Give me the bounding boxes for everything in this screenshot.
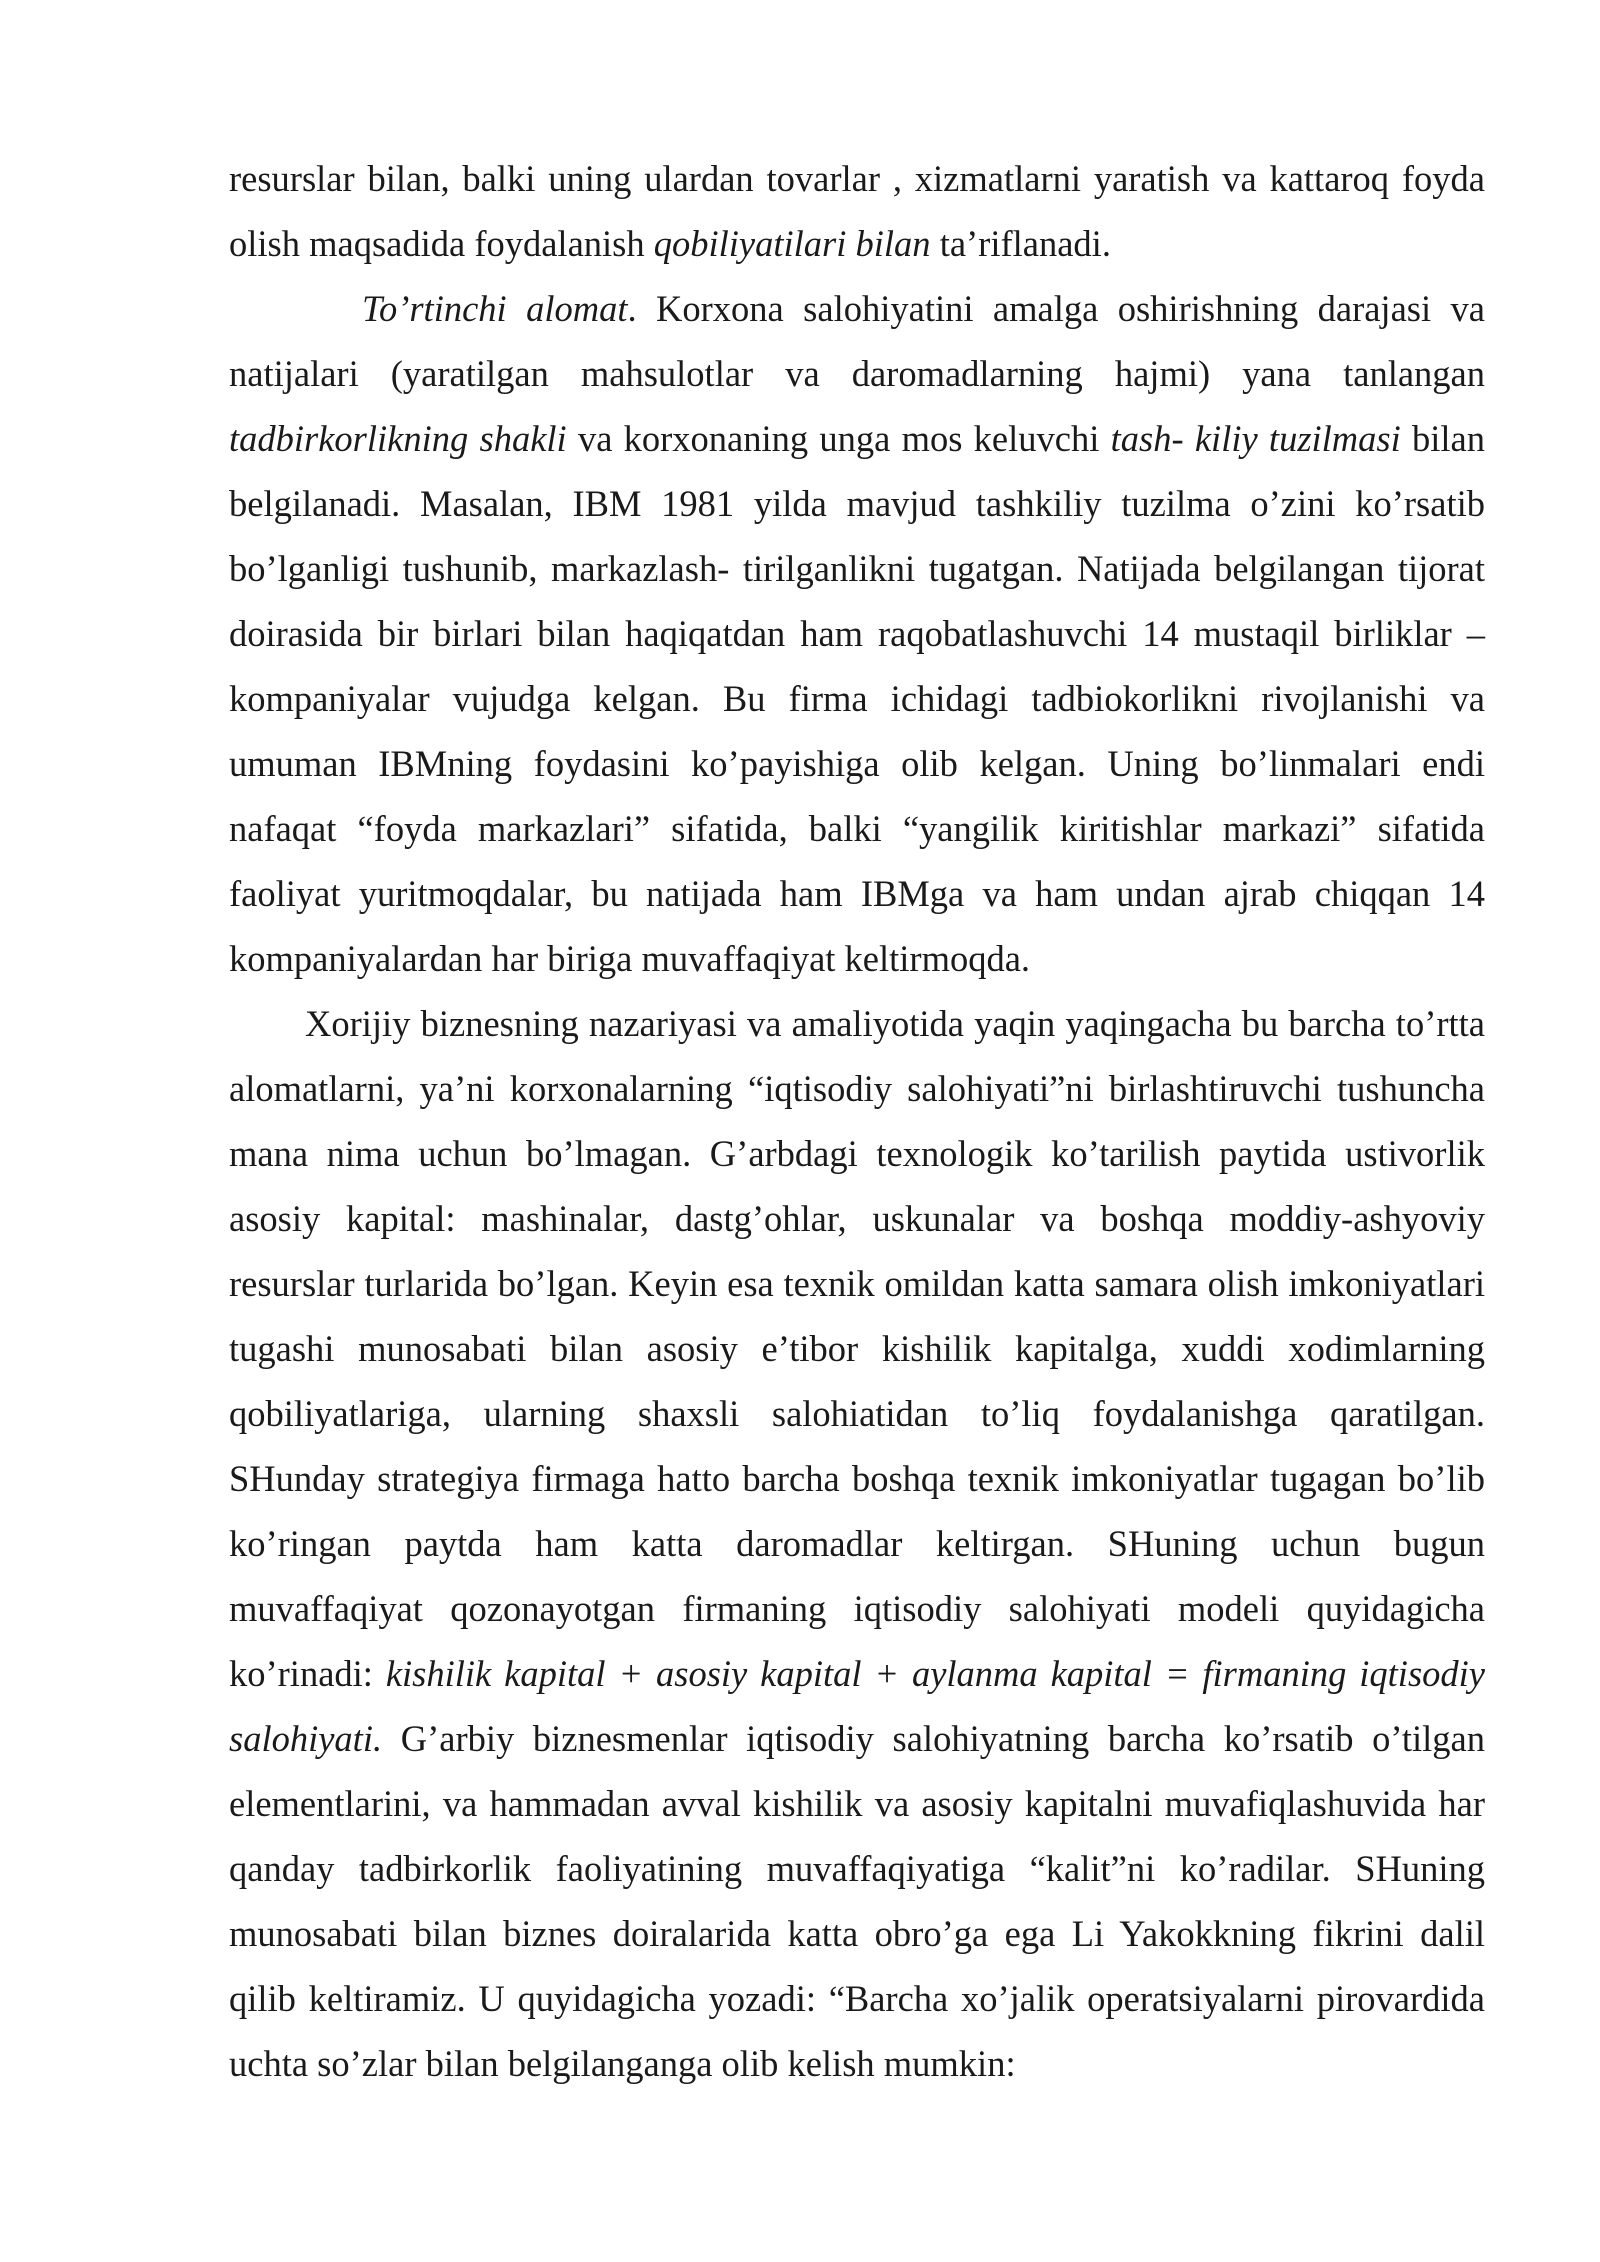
text-span: resurslar bilan, balki uning ulardan tovarlar , xizmatlarni yaratish va kattaroq foyda olish maqsadida foydalanish — [229, 158, 1485, 264]
document-page — [229, 146, 1485, 2096]
italic-span: qobiliyatilari bilan — [653, 223, 931, 264]
paragraph-1 — [229, 146, 1485, 276]
paragraph-2 — [229, 276, 1485, 991]
text-span: G’arbiy biznesmenlar iqtisodiy salohiyatning barcha ko’rsatib o’tilgan elementlarini, va hammadan avval kishilik va asosiy kapitalni muvafiqlashuvida har qanday tadbirkorlik faoliyatining muvaffaqiyatiga “kalit”ni ko’radilar. SHuning munosabati bilan biznes doiralarida katta obro’ga ega Li Yakokkning fikrini dalil qilib keltiramiz. U quyidagicha yozadi: “Barcha xo’jalik operatsiyalarni pirovardida uchta so’zlar bilan belgilanganga olib kelish mumkin: — [229, 1718, 1485, 2084]
italic-span: tadbirkorlikning shakli — [229, 418, 567, 459]
text-span: va korxonaning unga mos keluvchi — [566, 418, 1111, 459]
text-span: bilan belgilanadi. Masalan, IBM 1981 yilda mavjud tashkiliy tuzilma o’zini ko’rsatib bo’lganligi tushunib, markazlash- tirilganlikni tugatgan. Natijada belgilangan tijorat doirasida bir birlari bilan haqiqatdan ham raqobatlashuvchi 14 mustaqil birliklar – kompaniyalar vujudga kelgan. Bu firma ichidagi tadbiokorlikni rivojlanishi va umuman IBMning foydasini ko’payishiga olib kelgan. Uning bo’linmalari endi nafaqat “foyda markazlari” sifatida, balki “yangilik kiritishlar markazi” sifatida faoliyat yuritmoqdalar, bu natijada ham IBMga va ham undan ajrab chiqqan 14 kompaniyalardan har biriga muvaffaqiyat keltirmoqda. — [229, 418, 1485, 979]
italic-span: To’rtinchi alomat — [362, 288, 628, 329]
text-span: ta’riflanadi. — [930, 223, 1111, 264]
paragraph-3 — [229, 991, 1485, 2096]
text-span: . Korxona salohiyatini amalga oshirishning darajasi va natijalari (yaratilgan mahsulotlar va daromadlarning hajmi) yana tanlangan — [229, 288, 1485, 394]
text-span: Xorijiy biznesning nazariyasi va amaliyotida yaqin yaqingacha bu barcha to’rtta alomatlarni, ya’ni korxonalarning “iqtisodiy salohiyati”ni birlashtiruvchi tushuncha mana nima uchun bo’lmagan. G’arbdagi texnologik ko’tarilish paytida ustivorlik asosiy kapital: mashinalar, dastg’ohlar, uskunalar va boshqa moddiy-ashyoviy resurslar turlarida bo’lgan. Keyin esa texnik omildan katta samara olish imkoniyatlari tugashi munosabati bilan asosiy e’tibor kishilik kapitalga, xuddi xodimlarning qobiliyatlariga, ularning shaxsli salohiatidan to’liq foydalanishga qaratilgan. SHunday strategiya firmaga hatto barcha boshqa texnik imkoniyatlar tugagan bo’lib ko’ringan paytda ham katta daromadlar keltirgan. SHuning uchun bugun muvaffaqiyat qozonayotgan firmaning iqtisodiy salohiyati modeli quyidagicha ko’rinadi: — [229, 1003, 1485, 1694]
italic-span: kishilik kapital + asosiy kapital + aylanma kapital = firmaning iqtisodiy salohiyati. — [229, 1653, 1485, 1759]
italic-span: tash- kiliy tuzilmasi — [1110, 418, 1401, 459]
